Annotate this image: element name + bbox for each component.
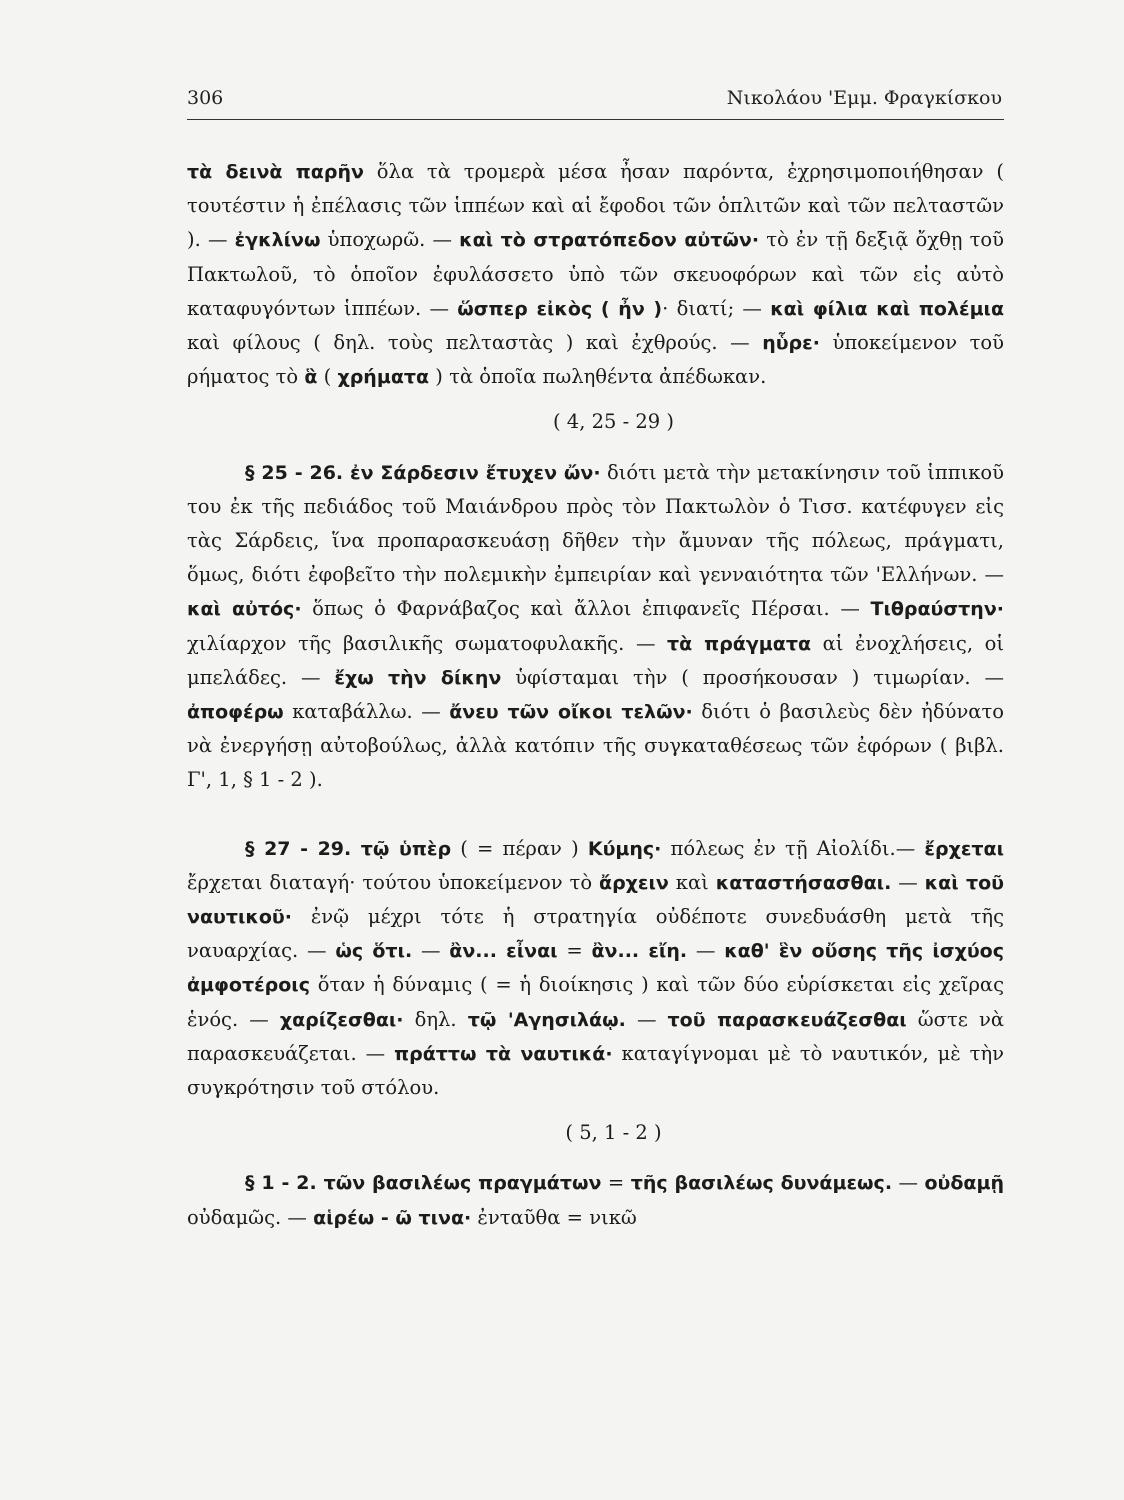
gloss: ὑποχωρῶ. — — [320, 228, 460, 252]
lemma: καὶ φίλια καὶ πολέμια — [770, 297, 1005, 320]
gloss: καὶ φίλους ( δηλ. τοὺς πελταστὰς ) καὶ ἐχθρούς. — — [187, 331, 763, 355]
gloss: καταβάλλω. — — [283, 700, 450, 724]
lemma: τῆς βασιλέως δυνάμεως. — [630, 1172, 893, 1195]
lemma: τοῦ παρασκευάζεσθαι — [667, 1008, 907, 1031]
lemma: ἀποφέρω — [187, 701, 284, 724]
gloss: τὸ ἐν τῇ δεξιᾷ ὄχθῃ τοῦ Πακτωλοῦ, τὸ ὁποῖον ἐφυλάσσετο ὑπὸ τῶν σκευοφόρων καὶ τῶν εἰς αὐτὸ καταφυγόντων ἱππέων. — — [187, 228, 1005, 320]
lemma: ἐγκλίνω — [234, 229, 321, 252]
gloss: — — [625, 1007, 668, 1031]
gloss: δηλ. — [403, 1007, 468, 1031]
lemma: ἂν... εἴη. — [591, 940, 688, 963]
lemma: χαρίζεσθαι· — [279, 1008, 404, 1031]
lemma: ἃ — [304, 366, 318, 389]
lemma: ὡς ὅτι. — [335, 940, 413, 963]
lemma: καταστήσασθαι. — [715, 871, 892, 894]
gloss: ἔρχεται διαταγή· τούτου ὑποκείμενον τὸ — [187, 870, 600, 894]
commentary-paragraph-2 — [187, 456, 1004, 798]
page-header — [187, 85, 1004, 120]
gloss: ἐνῷ μέχρι τότε ἡ στρατηγία οὐδέποτε συνεδυάσθη μετὰ τῆς ναυαρχίας. — — [187, 905, 1004, 963]
gloss: = — [601, 1171, 631, 1195]
lemma: χρήματα — [337, 366, 430, 389]
lemma: ὥσπερ εἰκὸς ( ἦν ) — [457, 297, 663, 320]
running-head: Νικολάου 'Εμμ. Φραγκίσκου — [726, 87, 1002, 109]
gloss: ) τὰ ὁποῖα πωληθέντα ἀπέδωκαν. — [429, 365, 767, 389]
gloss: πόλεως ἐν τῇ Αἰολίδι.— — [661, 836, 925, 860]
gloss: αἱ ἐνοχλήσεις, οἱ μπελάδες. — — [187, 631, 1004, 689]
gloss: = — [557, 939, 592, 963]
gloss: χιλίαρχον τῆς βασιλικῆς σωματοφυλακῆς. — — [187, 631, 668, 655]
lemma: § 1 - 2. τῶν βασιλέως πραγμάτων — [245, 1172, 602, 1195]
lemma: § 27 - 29. τῷ ὑπὲρ — [245, 837, 452, 860]
lemma: καθ' ἓν οὔσης τῆς ἰσχύος ἀμφοτέροις — [187, 940, 1004, 997]
lemma: ἂν... εἶναι — [449, 940, 558, 963]
gloss: · διατί; — — [662, 296, 771, 320]
gloss: — — [891, 870, 925, 894]
section-citation-1: ( 4, 25 - 29 ) — [552, 410, 675, 434]
lemma: πράττω τὰ ναυτικά· — [394, 1042, 613, 1065]
gloss: ( = πέραν ) — [451, 836, 588, 860]
lemma: καὶ τοῦ ναυτικοῦ· — [187, 871, 1004, 929]
gloss: διότι μετὰ τὴν μετακίνησιν τοῦ ἱππικοῦ του ἐκ τῆς πεδιάδος τοῦ Μαιάνδρου πρὸς τὸν Πακτωλὸν ὁ Τισσ. κατέφυγεν εἰς τὰς Σάρδεις, ἵνα προπαρασκευάσῃ δῆθεν τὴν ἄμυναν τῆς πόλεως, πράγματι, ὅμως, διότι ἐφοβεῖτο τὴν πολεμικὴν ἐμπειρίαν καὶ γενναιότητα τῶν 'Ελλήνων. — — [187, 460, 1004, 587]
lemma: § 25 - 26. ἐν Σάρδεσιν ἔτυχεν ὤν· — [245, 461, 601, 484]
page-body — [187, 155, 1004, 1235]
gloss: — — [412, 939, 450, 963]
lemma: καὶ αὐτός· — [187, 598, 302, 621]
lemma: ἄνευ τῶν οἴκοι τελῶν· — [449, 701, 693, 724]
gloss: οὐδαμῶς. — — [187, 1205, 314, 1229]
lemma: τῷ 'Αγησιλάῳ. — [467, 1008, 626, 1031]
gloss: ὅλα τὰ τρομερὰ μέσα ἦσαν παρόντα, ἐχρησιμοποιήθησαν ( τουτέστιν ἡ ἐπέλασις τῶν ἱππέων καὶ αἱ ἔφοδοι τῶν ὁπλιτῶν καὶ τῶν πελταστῶν ). — — [187, 160, 1004, 252]
lemma: ἄρχειν — [599, 871, 669, 894]
gloss: ὅπως ὁ Φαρνάβαζος καὶ ἄλλοι ἐπιφανεῖς Πέρσαι. — — [301, 597, 871, 621]
gloss: ὥστε νὰ παρασκευάζεται. — — [187, 1007, 1004, 1065]
commentary-paragraph-4 — [187, 1166, 1004, 1234]
lemma: οὐδαμῇ — [924, 1172, 1004, 1195]
gloss: καὶ — [668, 870, 716, 894]
lemma: ηὗρε· — [762, 332, 820, 355]
page-number: 306 — [187, 87, 224, 109]
gloss: ὅταν ἡ δύναμις ( = ἡ διοίκησις ) καὶ τῶν δύο εὑρίσκεται εἰς χεῖρας ἑνός. — — [187, 973, 1004, 1031]
gloss: διότι ὁ βασιλεὺς δὲν ἠδύνατο νὰ ἐνεργήσῃ αὐτοβούλως, ἀλλὰ κατόπιν τῆς συγκαταθέσεως τῶν ἐφόρων ( βιβλ. Γ', 1, § 1 - 2 ). — [187, 700, 1005, 792]
lemma: Τιθραύστην· — [870, 598, 1004, 621]
lemma: ἔρχεται — [924, 837, 1004, 860]
gloss: — — [687, 939, 725, 963]
lemma: ἔχω τὴν δίκην — [334, 666, 502, 689]
lemma: τὰ πράγματα — [667, 632, 812, 655]
commentary-paragraph-1 — [187, 155, 1004, 394]
gloss: ( — [317, 365, 338, 389]
gloss: — — [892, 1171, 925, 1195]
lemma: τὰ δεινὰ παρῆν — [187, 161, 364, 183]
commentary-paragraph-3 — [187, 832, 1004, 1106]
section-citation-2: ( 5, 1 - 2 ) — [565, 1121, 662, 1145]
gloss: καταγίγνομαι μὲ τὸ ναυτικόν, μὲ τὴν συγκρότησιν τοῦ στόλου. — [187, 1041, 1004, 1100]
gloss: ὑποκείμενον τοῦ ρήματος τὸ — [187, 331, 1004, 389]
lemma: Κύμης· — [587, 837, 662, 860]
gloss: ὑφίσταμαι τὴν ( προσήκουσαν ) τιμωρίαν. — — [501, 665, 1005, 689]
lemma: καὶ τὸ στρατόπεδον αὐτῶν· — [459, 229, 760, 252]
gloss: ἐνταῦθα = νικῶ — [471, 1205, 637, 1229]
lemma: αἱρέω - ῶ τινα· — [313, 1206, 472, 1229]
